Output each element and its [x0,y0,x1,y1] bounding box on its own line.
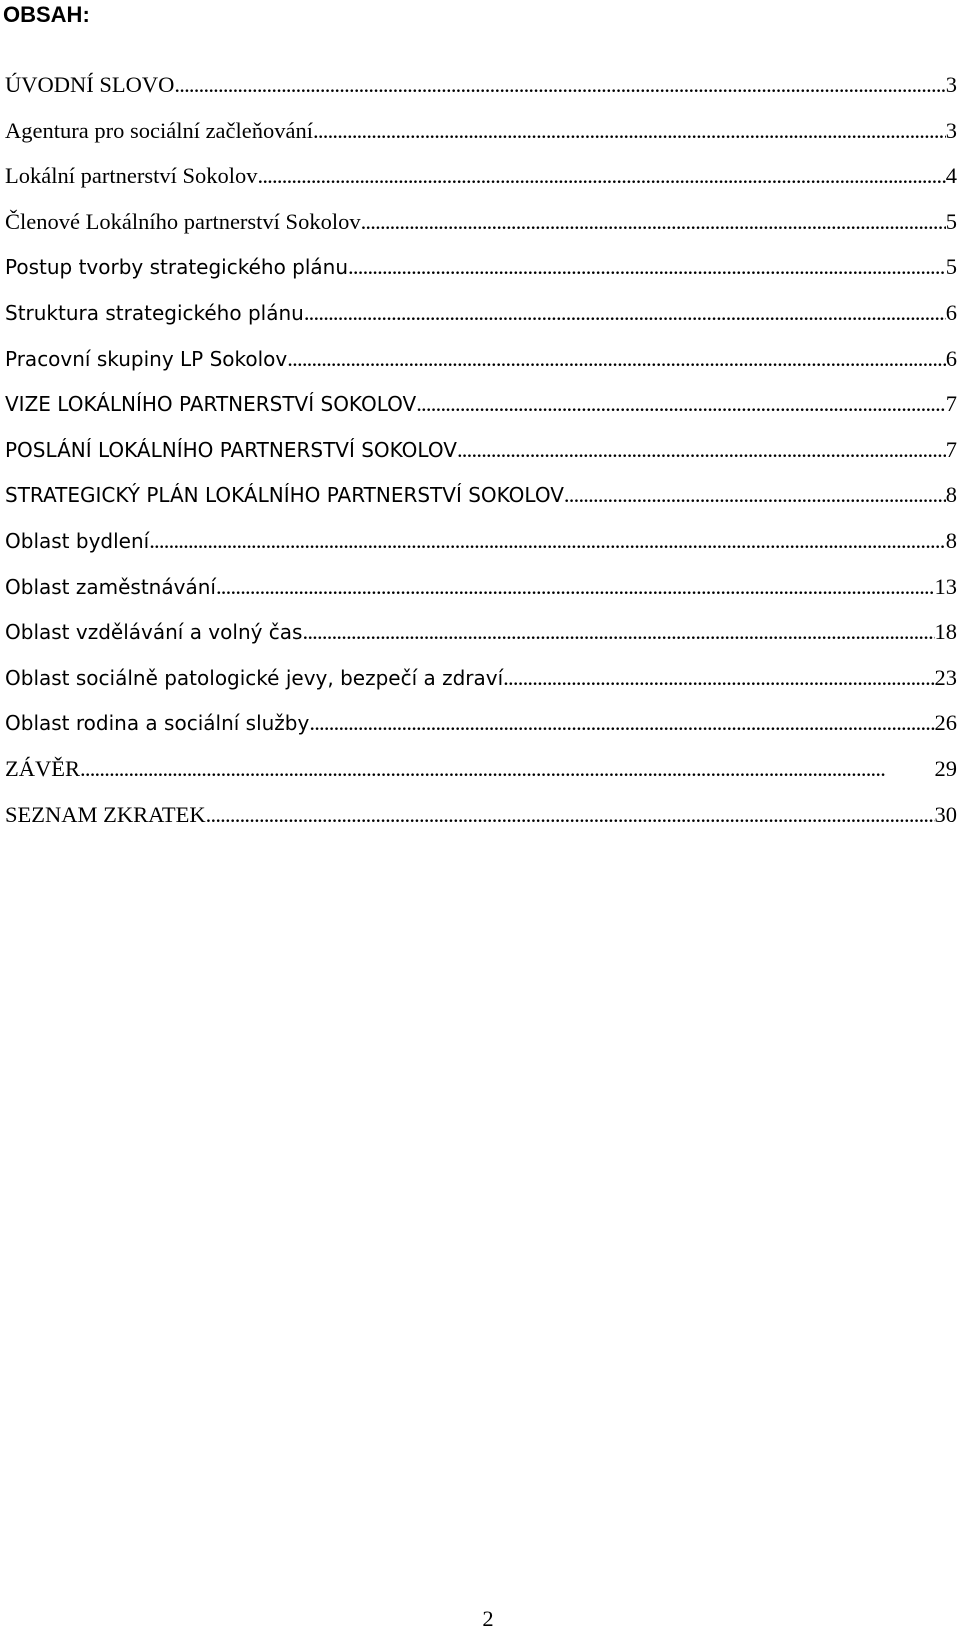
table-of-contents [5,70,957,845]
toc-dot-leader [257,161,945,191]
toc-dot-leader [416,389,946,419]
toc-entry-title: Oblast sociálně patologické jevy, bezpečí a zdraví [5,665,504,690]
toc-entry[interactable] [5,708,957,754]
toc-dot-leader [149,526,946,556]
toc-dot-leader [361,207,946,237]
toc-entry[interactable] [5,207,957,253]
toc-entry-title: SEZNAM ZKRATEK [5,801,206,827]
toc-dot-leader [309,708,934,738]
toc-entry[interactable] [5,252,957,298]
toc-dot-leader [503,663,934,693]
toc-entry[interactable] [5,70,957,116]
toc-entry-title: Struktura strategického plánu [5,300,304,325]
toc-dot-leader [206,800,935,830]
toc-entry[interactable] [5,572,957,618]
toc-dot-leader [80,754,935,784]
toc-heading: OBSAH: [3,2,90,27]
toc-entry[interactable] [5,298,957,344]
toc-entry[interactable] [5,116,957,162]
toc-entry[interactable] [5,754,957,800]
toc-entry[interactable] [5,480,957,526]
toc-entry-page: 23 [934,664,957,690]
toc-dot-leader [457,435,946,465]
toc-entry-title: ÚVODNÍ SLOVO [5,72,175,97]
toc-entry-page: 4 [945,163,957,189]
toc-entry-title: Postup tvorby strategického plánu [5,255,349,280]
toc-dot-leader [304,298,946,328]
toc-entry-title: ZÁVĚR [5,755,80,781]
toc-entry-title: Pracovní skupiny LP Sokolov [5,346,288,371]
toc-dot-leader [174,70,945,100]
toc-entry-page: 5 [945,254,957,280]
toc-entry[interactable] [5,800,957,846]
toc-dot-leader [302,617,934,647]
toc-entry-title: Oblast bydlení [5,528,150,553]
toc-entry-title: Oblast zaměstnávání [5,574,216,599]
toc-entry-title: Agentura pro sociální začleňování [5,117,314,143]
toc-entry-page: 30 [934,801,957,827]
toc-dot-leader [313,116,946,146]
toc-entry-title: VIZE LOKÁLNÍHO PARTNERSTVÍ SOKOLOV [5,392,417,417]
toc-dot-leader [564,480,946,510]
toc-entry-page: 29 [934,755,957,781]
toc-entry-page: 6 [945,345,957,371]
toc-entry-page: 3 [945,117,957,143]
toc-dot-leader [287,344,945,374]
toc-dot-leader [216,572,935,602]
page-number: 2 [482,1606,494,1631]
toc-entry-title: STRATEGICKÝ PLÁN LOKÁLNÍHO PARTNERSTVÍ SOKOLOV [5,483,564,508]
toc-entry-page: 26 [934,710,957,736]
toc-entry-page: 6 [945,299,957,325]
toc-entry-page: 8 [945,482,957,508]
toc-entry-title: Oblast vzdělávání a volný čas [5,620,303,645]
toc-entry[interactable] [5,161,957,207]
toc-entry[interactable] [5,344,957,390]
toc-entry-title: Členové Lokálního partnerství Sokolov [5,208,361,234]
toc-entry-page: 8 [945,527,957,553]
toc-entry[interactable] [5,435,957,481]
toc-entry[interactable] [5,617,957,663]
toc-entry-title: Oblast rodina a sociální služby [5,711,310,736]
toc-entry-title: Lokální partnerství Sokolov [5,163,258,189]
toc-entry-page: 7 [945,436,957,462]
toc-entry-page: 13 [934,573,957,599]
toc-dot-leader [348,252,946,282]
toc-entry-page: 18 [934,619,957,645]
toc-entry-page: 3 [945,72,957,97]
toc-entry-page: 7 [945,391,957,417]
toc-entry[interactable] [5,526,957,572]
toc-entry-page: 5 [945,208,957,234]
toc-entry[interactable] [5,663,957,709]
toc-entry-title: POSLÁNÍ LOKÁLNÍHO PARTNERSTVÍ SOKOLOV [5,437,457,462]
toc-entry[interactable] [5,389,957,435]
